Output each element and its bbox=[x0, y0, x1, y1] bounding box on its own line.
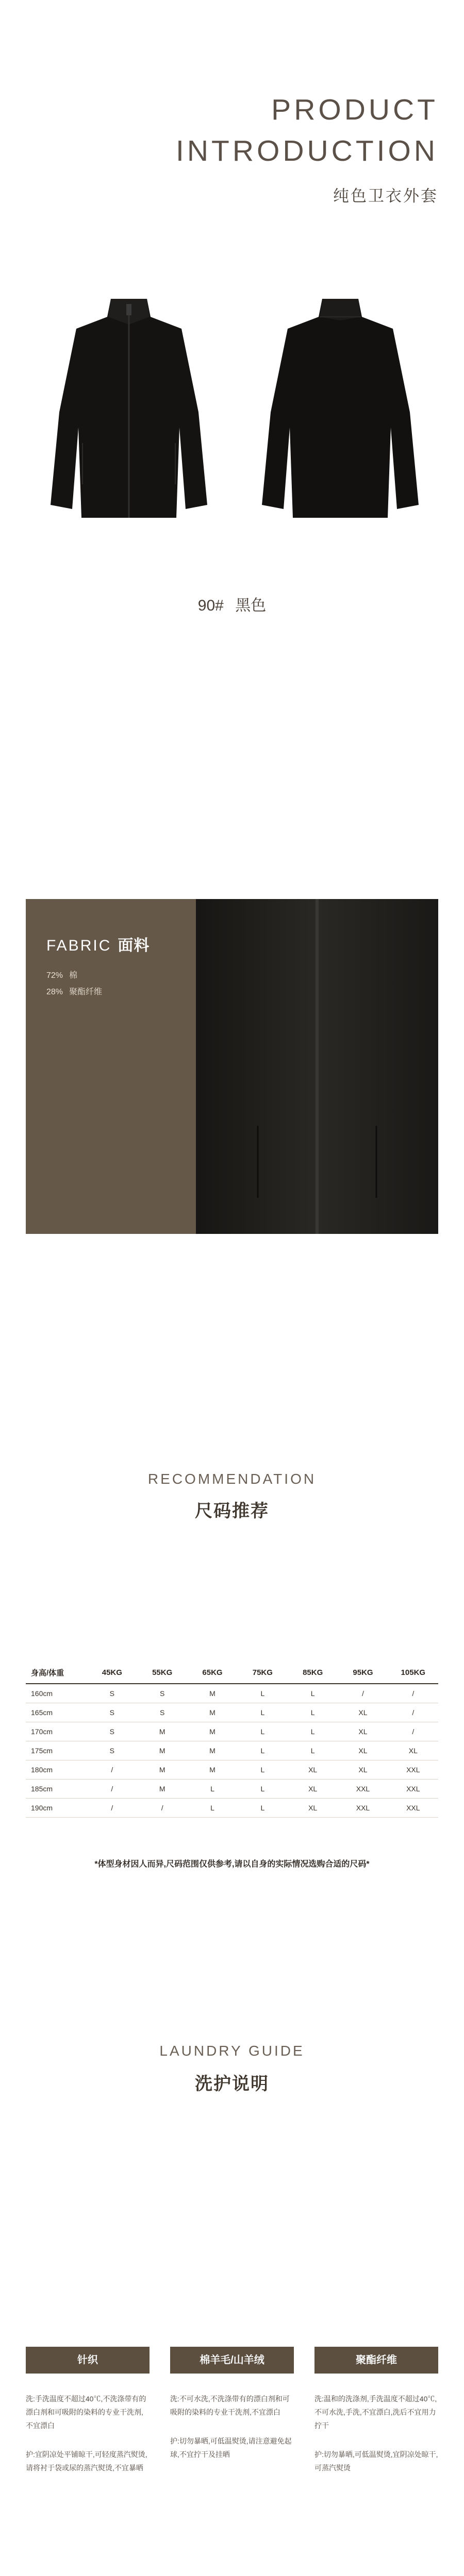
care-card bbox=[26, 2347, 150, 2475]
table-cell: L bbox=[310, 1747, 315, 1755]
fabric-row bbox=[46, 969, 77, 980]
column-header: 45KG bbox=[102, 1668, 122, 1677]
table-cell: XL bbox=[308, 1785, 318, 1793]
table-cell: M bbox=[209, 1708, 216, 1717]
care-care-text: 护:切勿暴晒,可低温熨烫,宜阴凉处晾干,可蒸汽熨烫 bbox=[314, 2450, 438, 2472]
column-header: 75KG bbox=[252, 1668, 273, 1677]
care-card bbox=[314, 2347, 438, 2475]
care-wash-text: 洗:手洗温度不超过40℃,不洗涤带有的漂白剂和可吸附的染料的专业干洗剂,不宜漂白 bbox=[26, 2395, 146, 2430]
table-cell: XL bbox=[358, 1727, 368, 1736]
care-card bbox=[170, 2347, 294, 2461]
table-cell: L bbox=[210, 1785, 214, 1793]
size-table-header bbox=[26, 1662, 438, 1684]
table-cell: 180cm bbox=[31, 1766, 53, 1774]
column-header: 95KG bbox=[353, 1668, 373, 1677]
table-cell: 165cm bbox=[31, 1708, 53, 1717]
table-row bbox=[26, 1780, 438, 1799]
care-wash-text: 洗:不可水洗,不洗涤带有的漂白剂和可吸附的染料的专业干洗剂,不宜漂白 bbox=[170, 2395, 290, 2416]
table-cell: M bbox=[209, 1766, 216, 1774]
table-cell: L bbox=[310, 1689, 315, 1698]
table-cell: S bbox=[160, 1689, 165, 1698]
header-title-line2: INTRODUCTION bbox=[176, 134, 438, 167]
table-cell: / bbox=[111, 1766, 113, 1774]
table-cell: XXL bbox=[406, 1766, 420, 1774]
size-section-title-en: RECOMMENDATION bbox=[147, 1471, 317, 1487]
fabric-row bbox=[46, 985, 102, 997]
fabric-detail-photo bbox=[196, 899, 438, 1234]
care-wash-text: 洗:温和的洗涤剂,手洗温度不超过40℃,不可水洗,手洗,不宜漂白,洗后不宜用力拧干 bbox=[314, 2395, 437, 2430]
fabric-material: 棉 bbox=[69, 971, 78, 980]
table-cell: L bbox=[260, 1727, 265, 1736]
table-cell: L bbox=[260, 1785, 265, 1793]
table-cell: XL bbox=[358, 1747, 368, 1755]
table-cell: S bbox=[109, 1727, 115, 1736]
column-header: 105KG bbox=[401, 1668, 426, 1677]
table-cell: M bbox=[209, 1727, 216, 1736]
table-cell: M bbox=[159, 1727, 165, 1736]
table-cell: XXL bbox=[406, 1804, 420, 1812]
laundry-section-title-cn: 洗护说明 bbox=[195, 2074, 269, 2094]
table-cell: / bbox=[161, 1804, 163, 1812]
table-cell: / bbox=[412, 1689, 415, 1698]
color-code: 90# bbox=[197, 597, 224, 614]
table-cell: L bbox=[310, 1708, 315, 1717]
size-note: *体型身材因人而异,尺码范围仅供参考,请以自身的实际情况选购合适的尺码* bbox=[94, 1860, 370, 1869]
column-header: 55KG bbox=[152, 1668, 173, 1677]
fabric-percent: 72% bbox=[46, 971, 63, 980]
size-table bbox=[26, 1662, 438, 1818]
table-cell: L bbox=[210, 1804, 214, 1812]
table-cell: 185cm bbox=[31, 1785, 53, 1793]
fabric-title-en: FABRIC bbox=[46, 937, 112, 954]
table-cell: 160cm bbox=[31, 1689, 53, 1698]
fabric-title bbox=[46, 933, 150, 955]
table-row bbox=[26, 1722, 438, 1741]
table-row bbox=[26, 1684, 438, 1703]
table-cell: / bbox=[362, 1689, 364, 1698]
table-cell: M bbox=[159, 1766, 165, 1774]
table-cell: S bbox=[160, 1708, 165, 1717]
table-cell: M bbox=[209, 1689, 216, 1698]
size-section-title-cn: 尺码推荐 bbox=[195, 1501, 269, 1521]
table-cell: L bbox=[260, 1804, 265, 1812]
table-cell: XXL bbox=[356, 1804, 370, 1812]
table-cell: S bbox=[109, 1708, 115, 1717]
table-cell: L bbox=[260, 1708, 265, 1717]
header-subtitle: 纯色卫衣外套 bbox=[333, 187, 438, 205]
table-cell: XL bbox=[408, 1747, 418, 1755]
table-cell: L bbox=[260, 1689, 265, 1698]
table-cell: / bbox=[412, 1727, 415, 1736]
table-cell: / bbox=[111, 1804, 113, 1812]
table-cell: M bbox=[159, 1747, 165, 1755]
table-cell: M bbox=[209, 1747, 216, 1755]
table-cell: M bbox=[159, 1785, 165, 1793]
care-label: 棉羊毛/山羊绒 bbox=[170, 2347, 294, 2374]
table-row bbox=[26, 1760, 438, 1780]
table-row bbox=[26, 1799, 438, 1818]
table-cell: L bbox=[260, 1747, 265, 1755]
table-row bbox=[26, 1741, 438, 1760]
table-cell: XXL bbox=[406, 1785, 420, 1793]
column-header: 身高/体重 bbox=[31, 1668, 64, 1677]
fabric-title-cn: 面料 bbox=[118, 937, 150, 954]
product-photo-front bbox=[31, 289, 227, 526]
care-label: 聚酯纤维 bbox=[314, 2347, 438, 2374]
table-cell: L bbox=[260, 1766, 265, 1774]
table-cell: / bbox=[412, 1708, 415, 1717]
table-cell: S bbox=[109, 1689, 115, 1698]
table-cell: 170cm bbox=[31, 1727, 53, 1736]
color-label bbox=[0, 592, 464, 615]
table-cell: / bbox=[111, 1785, 113, 1793]
table-cell: XL bbox=[358, 1766, 368, 1774]
fabric-percent: 28% bbox=[46, 988, 63, 996]
column-header: 65KG bbox=[202, 1668, 223, 1677]
fabric-material: 聚酯纤维 bbox=[69, 988, 103, 996]
column-header: 85KG bbox=[303, 1668, 323, 1677]
table-cell: XXL bbox=[356, 1785, 370, 1793]
product-photo-back bbox=[242, 289, 438, 526]
table-cell: XL bbox=[308, 1766, 318, 1774]
table-cell: L bbox=[310, 1727, 315, 1736]
table-cell: S bbox=[109, 1747, 115, 1755]
care-care-text: 护:宜阴凉处平铺晾干,可轻度蒸汽熨烫,请将衬于袋或尿的蒸汽熨烫,不宜暴晒 bbox=[26, 2450, 147, 2472]
laundry-section-title-en: LAUNDRY GUIDE bbox=[159, 2043, 305, 2059]
care-label: 针织 bbox=[26, 2347, 150, 2374]
table-cell: XL bbox=[358, 1708, 368, 1717]
table-cell: XL bbox=[308, 1804, 318, 1812]
table-cell: 190cm bbox=[31, 1804, 53, 1812]
table-row bbox=[26, 1703, 438, 1722]
header-title-line1: PRODUCT bbox=[271, 93, 438, 126]
table-cell: 175cm bbox=[31, 1747, 53, 1755]
color-name: 黑色 bbox=[235, 597, 267, 614]
care-care-text: 护:切勿暴晒,可低温熨烫,请注意避免起球,不宜拧干及挂晒 bbox=[170, 2437, 292, 2459]
